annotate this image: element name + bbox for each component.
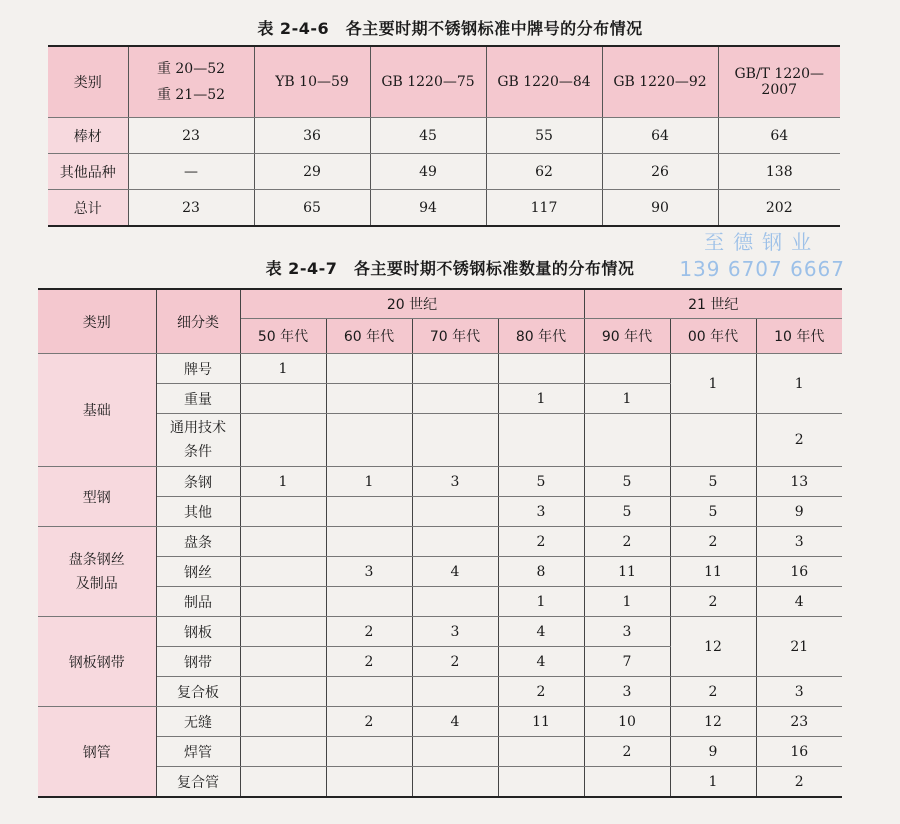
table-header-row [48,46,840,118]
group-label: 钢板钢带 [38,617,156,707]
table-cell [240,707,326,737]
table-cell [240,527,326,557]
table-cell: 4 [412,707,498,737]
table-cell [326,677,412,707]
table-cell: 3 [412,617,498,647]
table-cell: 11 [670,557,756,587]
header-standard-1959: YB 10—59 [254,46,370,118]
table-row [38,354,842,384]
label-line: 通用技术 [170,420,226,436]
sub-label: 钢板 [156,617,240,647]
standard-count-table [38,288,842,798]
header-20th-century: 20 世纪 [240,289,584,319]
sub-label: 钢带 [156,647,240,677]
table-cell: 202 [718,190,840,227]
table-cell: 4 [412,557,498,587]
table-cell: 64 [718,118,840,154]
table-cell: 1 [670,767,756,798]
watermark-name: 至德钢业 [704,230,821,254]
header-line: 重 20—52 [156,61,226,77]
table-cell: 2 [412,647,498,677]
table-cell: 1 [584,587,670,617]
label-line: 条件 [184,444,212,460]
table-cell: 3 [584,617,670,647]
table-cell [240,557,326,587]
table-cell [240,647,326,677]
table-cell: 1 [584,384,670,414]
table-cell: 5 [670,497,756,527]
table-row [48,154,840,190]
table-cell: 1 [670,354,756,414]
table-cell: 90 [602,190,718,227]
table-cell [498,414,584,467]
header-category: 类别 [38,289,156,354]
table-cell: 5 [584,467,670,497]
sub-label: 复合管 [156,767,240,798]
table-cell: 2 [326,617,412,647]
table-cell: 12 [670,707,756,737]
sub-label: 无缝 [156,707,240,737]
header-decade: 00 年代 [670,319,756,354]
table-cell: 26 [602,154,718,190]
table-cell: 4 [498,617,584,647]
table-cell [326,497,412,527]
label-line: 及制品 [75,575,118,592]
header-decade: 90 年代 [584,319,670,354]
row-label: 其他品种 [48,154,128,190]
group-label: 型钢 [38,467,156,527]
sub-label: 复合板 [156,677,240,707]
table-cell: 2 [584,527,670,557]
table-cell [326,414,412,467]
table-cell [326,527,412,557]
table-cell: 2 [670,677,756,707]
row-label: 总计 [48,190,128,227]
header-subcategory: 细分类 [156,289,240,354]
sub-label [156,414,240,467]
table-cell: 5 [670,467,756,497]
table-cell: 23 [756,707,842,737]
table-row [38,767,842,798]
table-cell: 5 [584,497,670,527]
table-cell: 2 [756,767,842,798]
table-cell [412,414,498,467]
table-cell: 36 [254,118,370,154]
table-cell: 21 [756,617,842,677]
table-cell: 9 [670,737,756,767]
table-cell: 94 [370,190,486,227]
table-cell: 2 [498,527,584,557]
table-cell [240,677,326,707]
table-cell: 3 [498,497,584,527]
sub-label: 重量 [156,384,240,414]
header-category: 类别 [48,46,128,118]
table-cell: 23 [128,118,254,154]
table-cell [240,737,326,767]
table-cell: 1 [240,354,326,384]
table-cell: 3 [584,677,670,707]
group-label: 基础 [38,354,156,467]
table-row [48,118,840,154]
header-decade: 10 年代 [756,319,842,354]
sub-label: 制品 [156,587,240,617]
group-label: 钢管 [38,707,156,798]
header-decade: 70 年代 [412,319,498,354]
header-decade: 60 年代 [326,319,412,354]
table-cell [584,414,670,467]
table-row [38,617,842,647]
table-cell [412,527,498,557]
sub-label: 其他 [156,497,240,527]
table-cell [412,587,498,617]
table-cell: 12 [670,617,756,677]
table-row [38,737,842,767]
table-cell [670,414,756,467]
table-cell [326,354,412,384]
sub-label: 牌号 [156,354,240,384]
table-cell: 138 [718,154,840,190]
table-cell: 13 [756,467,842,497]
table-cell: 49 [370,154,486,190]
table-header-row [38,289,842,319]
table-cell: 1 [240,467,326,497]
table-cell [240,384,326,414]
table-cell: 2 [670,527,756,557]
watermark-phone: 139 6707 6667 [679,257,845,281]
table-cell: 5 [498,467,584,497]
table2-caption: 表 2-4-7 各主要时期不锈钢标准数量的分布情况 [265,259,635,278]
table-row [38,587,842,617]
table-cell [240,497,326,527]
table-cell [240,587,326,617]
table-cell [326,587,412,617]
table-cell: 7 [584,647,670,677]
table-cell: 4 [756,587,842,617]
table-cell [498,737,584,767]
table-cell: 9 [756,497,842,527]
table-cell: 3 [326,557,412,587]
label-line: 盘条钢丝 [68,551,125,568]
table-cell [412,767,498,798]
table-row [38,414,842,467]
header-decade: 50 年代 [240,319,326,354]
table-cell: 2 [326,647,412,677]
group-label [38,527,156,617]
table1-caption: 表 2-4-6 各主要时期不锈钢标准中牌号的分布情况 [257,19,643,38]
table-row [38,707,842,737]
header-standard-2007: GB/T 1220—2007 [718,46,840,118]
table-cell [326,767,412,798]
table-cell [326,737,412,767]
table-cell: 64 [602,118,718,154]
table-cell [412,677,498,707]
header-line: 重 21—52 [156,87,226,103]
table-cell: 2 [498,677,584,707]
table-cell: 16 [756,737,842,767]
table-cell: 55 [486,118,602,154]
header-standard-1984: GB 1220—84 [486,46,602,118]
table-cell [412,737,498,767]
grade-distribution-table [48,45,840,227]
table-row [38,497,842,527]
table-cell: 117 [486,190,602,227]
table-cell [498,354,584,384]
table-cell: 4 [498,647,584,677]
header-decade: 80 年代 [498,319,584,354]
table-cell [412,497,498,527]
header-standard-1992: GB 1220—92 [602,46,718,118]
table-cell: 16 [756,557,842,587]
table-cell [584,767,670,798]
table-cell: 65 [254,190,370,227]
table-cell [498,767,584,798]
sub-label: 钢丝 [156,557,240,587]
sub-label: 焊管 [156,737,240,767]
table-cell: 3 [756,527,842,557]
table-cell: 3 [756,677,842,707]
table-cell [412,384,498,414]
table-row [38,677,842,707]
header-standard-1975: GB 1220—75 [370,46,486,118]
table-cell [240,617,326,647]
table-cell: 23 [128,190,254,227]
table-cell: 2 [584,737,670,767]
table-cell: 3 [412,467,498,497]
header-21st-century: 21 世纪 [584,289,842,319]
table-cell: — [128,154,254,190]
table-cell [240,767,326,798]
table-cell: 29 [254,154,370,190]
table-cell [412,354,498,384]
table-cell: 8 [498,557,584,587]
table-cell [326,384,412,414]
table-row [38,557,842,587]
table-row [38,467,842,497]
sub-label: 盘条 [156,527,240,557]
table-cell: 2 [756,414,842,467]
table-cell: 62 [486,154,602,190]
row-label: 棒材 [48,118,128,154]
table-cell: 1 [326,467,412,497]
table-cell [240,414,326,467]
table-cell: 11 [498,707,584,737]
header-standard-1952 [128,46,254,118]
table-cell: 11 [584,557,670,587]
table-row [48,190,840,227]
table-cell: 2 [326,707,412,737]
table-cell: 1 [756,354,842,414]
table-cell: 10 [584,707,670,737]
sub-label: 条钢 [156,467,240,497]
table-cell: 1 [498,587,584,617]
table-cell: 1 [498,384,584,414]
table-cell: 45 [370,118,486,154]
table-row [38,527,842,557]
table-cell [584,354,670,384]
table-cell: 2 [670,587,756,617]
